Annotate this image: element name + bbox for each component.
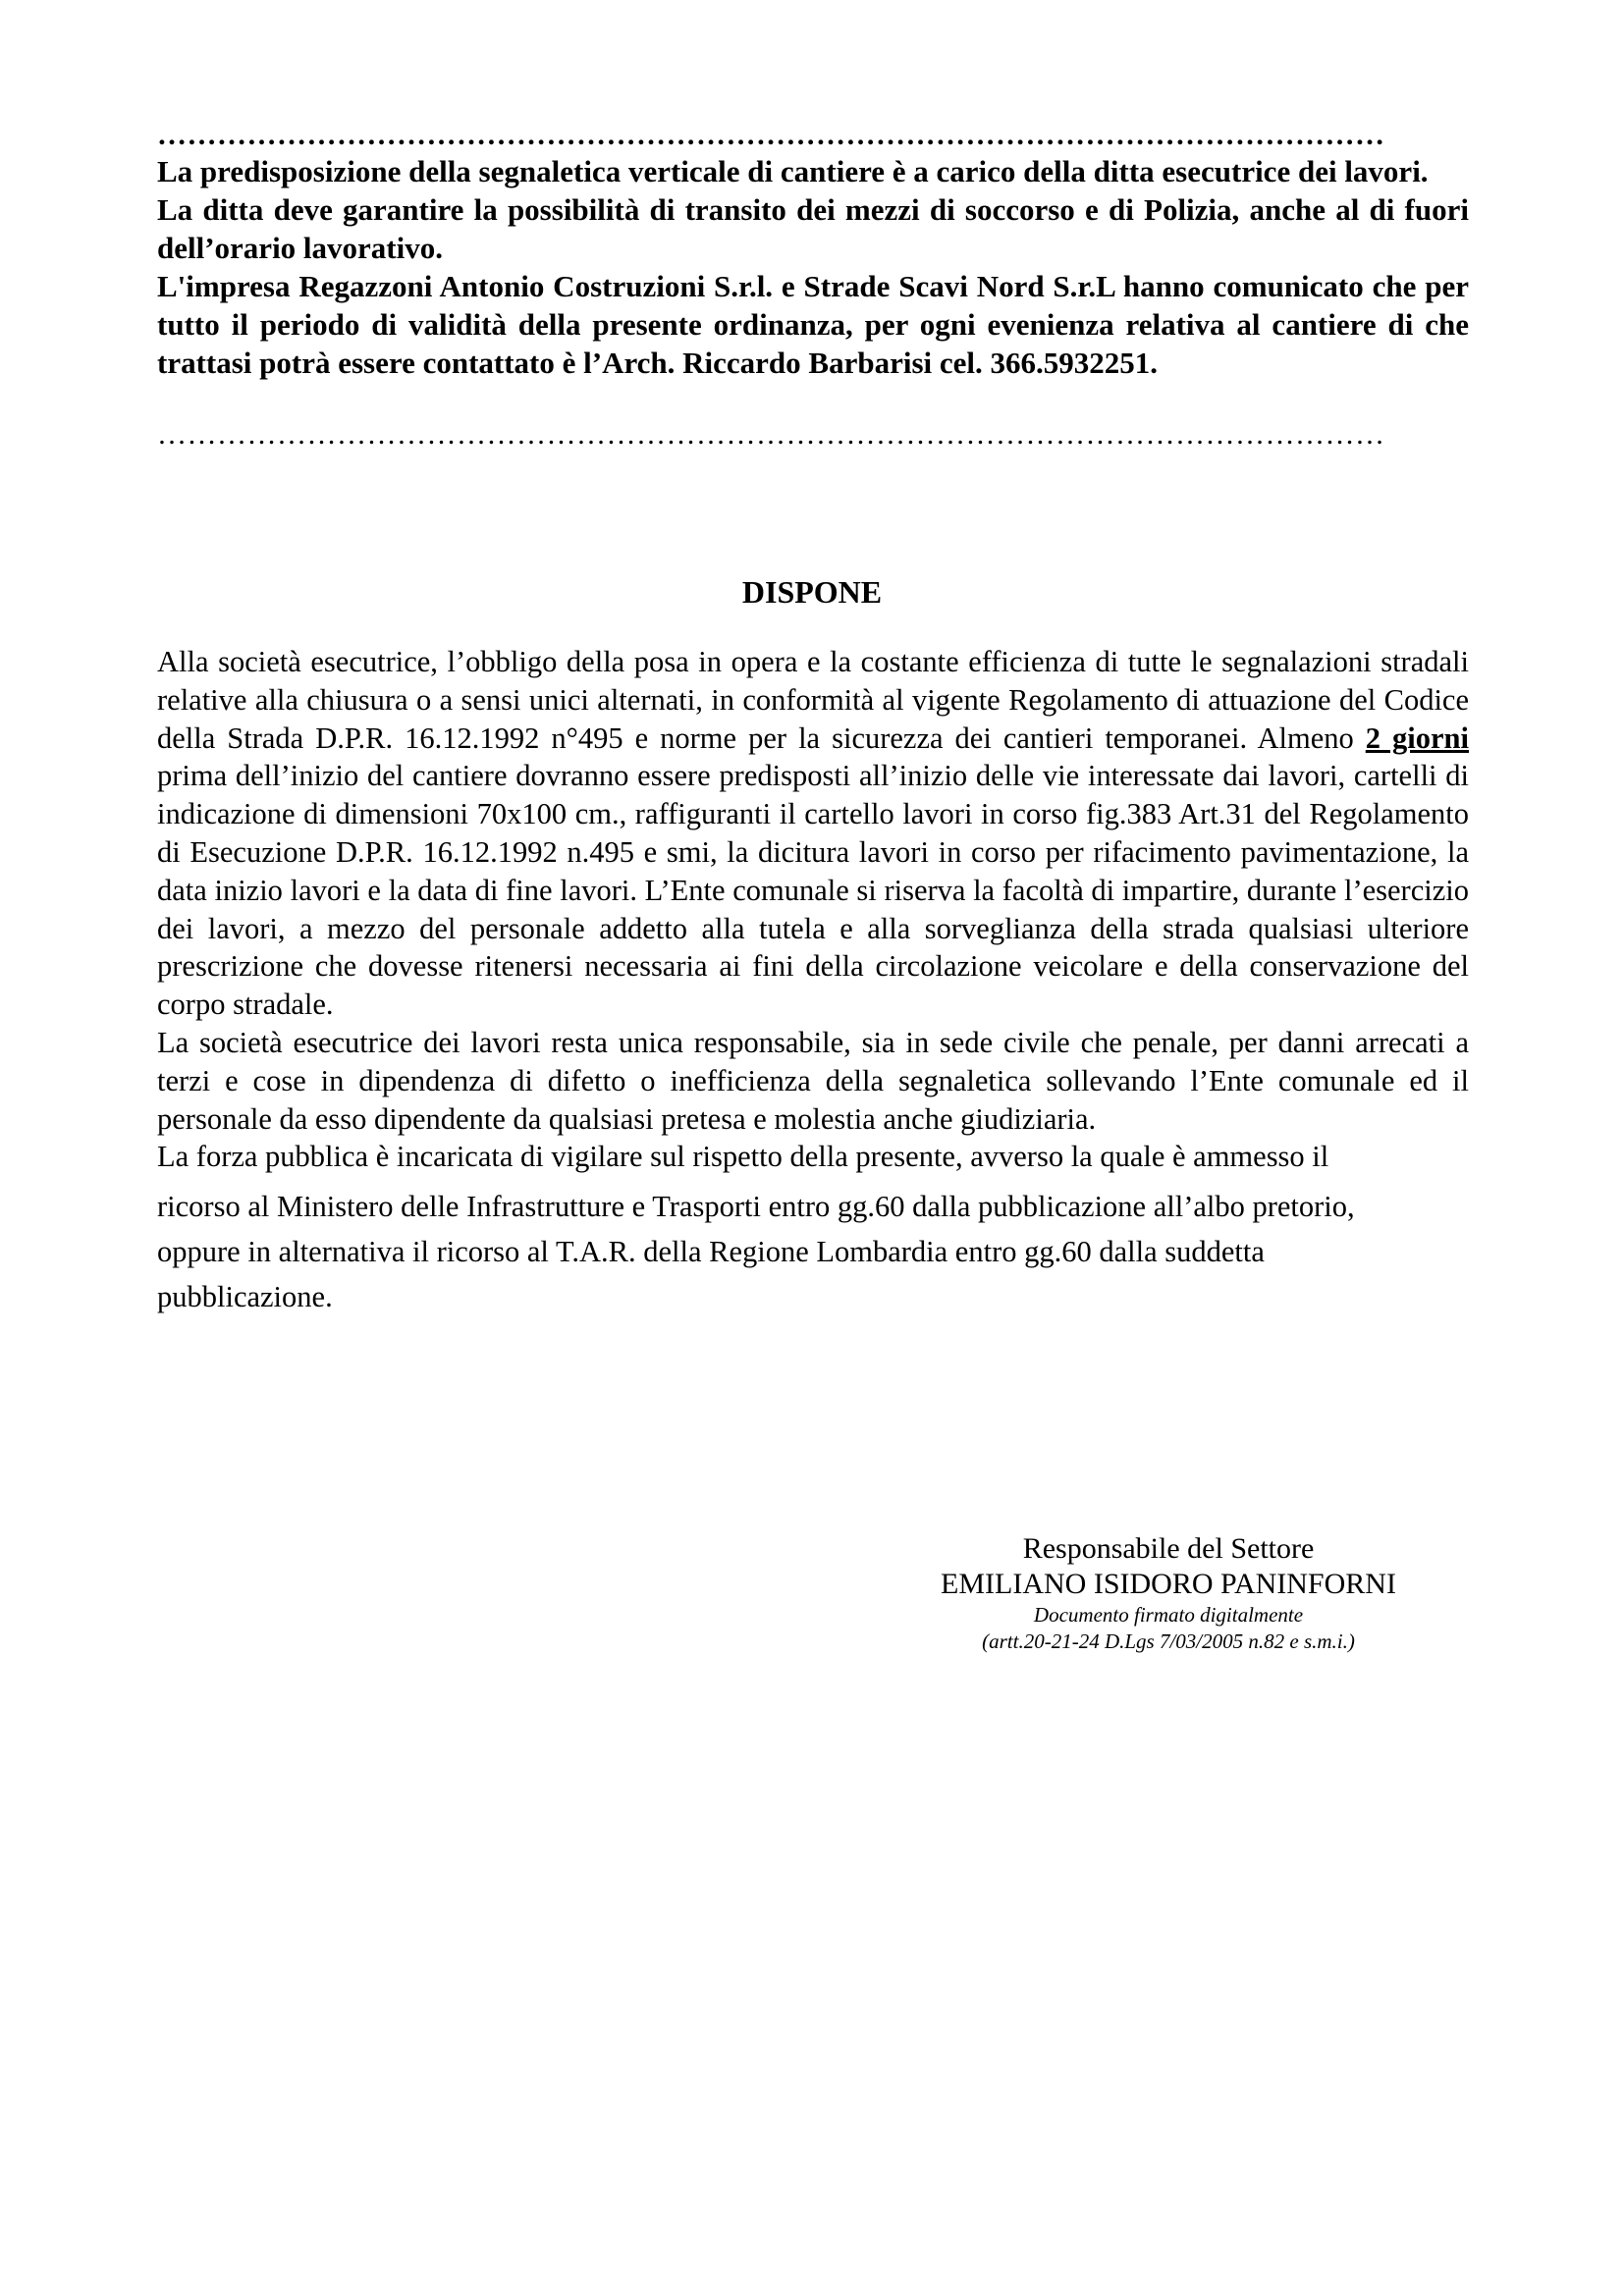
separator-bottom: …………………………………………………………………………………………………………… [157, 420, 1385, 450]
dispone-heading [0, 572, 1624, 612]
signature-legal-reference: (artt.20-21-24 D.Lgs 7/03/2005 n.82 e s.m.i.) [982, 1629, 1355, 1653]
intro-paragraph-signage: La predisposizione della segnaletica verticale di cantiere è a carico della ditta esecutrice dei lavori. [157, 154, 1429, 188]
dispone-paragraph-obligations [157, 643, 1469, 1024]
intro-paragraph-contact: L'impresa Regazzoni Antonio Costruzioni S.r.l. e Strade Scavi Nord S.r.L hanno comunicato che per tutto il periodo di validità della presente ordinanza, per ogni evenienza relativa al cantiere di che trattasi potrà essere contattato è l’Arch. Riccardo Barbarisi cel. 366.5932251. [157, 269, 1469, 380]
appeal-line-3: oppure in alternativa il ricorso al T.A.R. della Regione Lombardia entro gg.60 dalla suddetta [157, 1235, 1265, 1269]
dispone-text-part2: prima dell’inizio del cantiere dovranno essere predisposti all’inizio delle vie interessate dai lavori, cartelli di indicazione di dimensioni 70x100 cm., raffiguranti il cartello lavori in corso fig.383 Art.31 del Regolamento di Esecuzione D.P.R. 16.12.1992 n.495 e smi, la dicitura lavori in corso per rifacimento pavimentazione, la data inizio lavori e la data di fine lavori. L’Ente comunale si riserva la facoltà di impartire, durante l’esercizio dei lavori, a mezzo del personale addetto alla tutela e alla sorveglianza della strada qualsiasi ulteriore prescrizione che dovesse ritenersi necessaria ai fini della circolazione veicolare e della conservazione del corpo stradale. [157, 759, 1469, 1022]
separator-top: …………………………………………………………………………………………………………… [157, 121, 1385, 150]
dispone-paragraph-appeal [157, 1138, 1469, 1319]
dispone-body [157, 643, 1469, 1319]
intro-paragraph-transit: La ditta deve garantire la possibilità di transito dei mezzi di soccorso e di Polizia, anche al di fuori dell’orario lavorativo. [157, 192, 1469, 265]
appeal-line-1: La forza pubblica è incaricata di vigilare sul rispetto della presente, avverso la quale è ammesso il [157, 1140, 1329, 1174]
dispone-text-part1: Alla società esecutrice, l’obbligo della posa in opera e la costante efficienza di tutte le segnalazioni stradali relative alla chiusura o a sensi unici alternati, in conformità al vigente Regolamento di attuazione del Codice della Strada D.P.R. 16.12.1992 n°495 e norme per la sicurezza dei cantieri temporanei. Almeno [157, 645, 1469, 755]
signature-block [844, 1531, 1492, 1655]
signature-digital-note: Documento firmato digitalmente [1033, 1603, 1304, 1627]
dispone-paragraph-liability: La società esecutrice dei lavori resta unica responsabile, sia in sede civile che penale, per danni arrecati a terzi e cose in dipendenza di difetto o inefficienza della segnaletica sollevando l’Ente comunale ed il personale da esso dipendente da qualsiasi pretesa e molestia anche giudiziaria. [157, 1025, 1469, 1136]
signature-name: EMILIANO ISIDORO PANINFORNI [941, 1568, 1396, 1600]
dispone-heading-text: DISPONE [741, 574, 883, 610]
appeal-line-4: pubblicazione. [157, 1280, 333, 1314]
intro-section [157, 152, 1469, 382]
deadline-highlight: 2 giorni [1365, 721, 1469, 755]
appeal-line-2: ricorso al Ministero delle Infrastrutture e Trasporti entro gg.60 dalla pubblicazione all’albo pretorio, [157, 1190, 1355, 1224]
signature-role: Responsabile del Settore [1022, 1532, 1315, 1565]
